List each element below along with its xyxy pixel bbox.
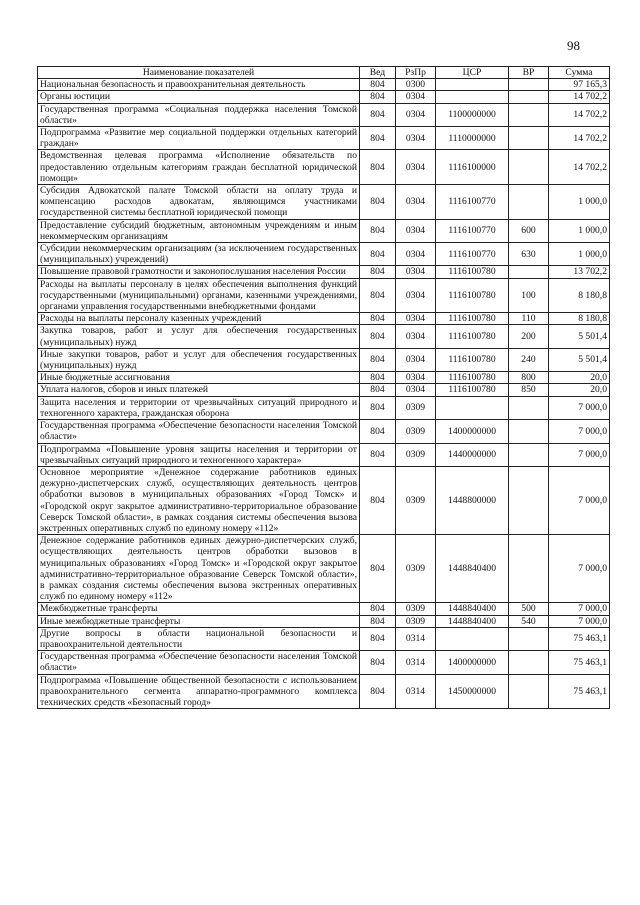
row-sum: 7 000,0	[549, 396, 610, 419]
row-csr: 1448840400	[436, 603, 509, 615]
row-csr: 1116100780	[436, 325, 509, 348]
table-row	[38, 443, 610, 466]
row-ved: 804	[360, 185, 396, 220]
table-row	[38, 535, 610, 603]
row-rzpr: 0304	[396, 243, 436, 266]
row-ved: 804	[360, 266, 396, 278]
row-vr: 850	[509, 384, 549, 396]
row-name: Расходы на выплаты персоналу казенных учреждений	[38, 313, 360, 325]
row-csr: 1116100000	[436, 150, 509, 185]
row-name: Основное мероприятие «Денежное содержание работников единых дежурно-диспетчерских служб, осуществляющих деятельность центров обработки вызовов в муниципальных образованиях «Город Томск» и «Городской округ закрытое административно-территориальное образование Северск Томской области», в рамках создания системы обеспечения вызова экстренных оперативных служб по единому номеру «112»	[38, 466, 360, 534]
row-csr: 1448800000	[436, 466, 509, 534]
row-vr	[509, 91, 549, 103]
row-rzpr: 0309	[396, 420, 436, 443]
row-ved: 804	[360, 313, 396, 325]
row-rzpr: 0309	[396, 443, 436, 466]
row-csr: 1116100780	[436, 266, 509, 278]
row-name: Государственная программа «Обеспечение безопасности населения Томской области»	[38, 651, 360, 674]
row-name: Предоставление субсидий бюджетным, автономным учреждениям и иным некоммерческим организациям	[38, 219, 360, 242]
row-name: Иные закупки товаров, работ и услуг для обеспечения государственных (муниципальных) нужд	[38, 348, 360, 371]
row-rzpr: 0309	[396, 396, 436, 419]
column-header-rzpr: РзПр	[396, 67, 436, 79]
row-csr: 1116100770	[436, 219, 509, 242]
row-sum: 7 000,0	[549, 535, 610, 603]
row-sum: 1 000,0	[549, 185, 610, 220]
row-ved: 804	[360, 372, 396, 384]
row-sum: 7 000,0	[549, 615, 610, 627]
column-header-ved: Вед	[360, 67, 396, 79]
row-csr: 1448840400	[436, 615, 509, 627]
row-ved: 804	[360, 443, 396, 466]
row-ved: 804	[360, 325, 396, 348]
row-csr: 1116100780	[436, 384, 509, 396]
row-sum: 1 000,0	[549, 219, 610, 242]
row-sum: 20,0	[549, 384, 610, 396]
row-vr	[509, 420, 549, 443]
row-sum: 8 180,8	[549, 313, 610, 325]
row-name: Национальная безопасность и правоохранительная деятельность	[38, 79, 360, 91]
row-vr: 100	[509, 278, 549, 313]
row-rzpr: 0304	[396, 384, 436, 396]
row-csr: 1116100780	[436, 372, 509, 384]
row-rzpr: 0304	[396, 91, 436, 103]
row-sum: 14 702,2	[549, 91, 610, 103]
row-csr	[436, 91, 509, 103]
row-rzpr: 0309	[396, 466, 436, 534]
row-sum: 14 702,2	[549, 127, 610, 150]
table-row	[38, 674, 610, 709]
row-sum: 8 180,8	[549, 278, 610, 313]
row-sum: 75 463,1	[549, 627, 610, 650]
table-row	[38, 313, 610, 325]
row-vr	[509, 466, 549, 534]
row-name: Расходы на выплаты персоналу в целях обеспечения выполнения функций государственными (муниципальными) органами, казенными учреждениями, органами управления государственными внебюджетными фондами	[38, 278, 360, 313]
table-row	[38, 603, 610, 615]
row-csr: 1400000000	[436, 651, 509, 674]
row-csr: 1110000000	[436, 127, 509, 150]
row-csr: 1116100770	[436, 243, 509, 266]
row-sum: 7 000,0	[549, 466, 610, 534]
row-vr	[509, 127, 549, 150]
table-row	[38, 651, 610, 674]
row-csr: 1440000000	[436, 443, 509, 466]
row-ved: 804	[360, 615, 396, 627]
row-name: Защита населения и территории от чрезвычайных ситуаций природного и техногенного характера, гражданская оборона	[38, 396, 360, 419]
row-vr: 600	[509, 219, 549, 242]
row-vr	[509, 627, 549, 650]
row-csr: 1116100770	[436, 185, 509, 220]
row-ved: 804	[360, 150, 396, 185]
table-row	[38, 372, 610, 384]
table-row	[38, 185, 610, 220]
row-ved: 804	[360, 348, 396, 371]
table-row	[38, 278, 610, 313]
row-ved: 804	[360, 535, 396, 603]
row-name: Подпрограмма «Повышение общественной безопасности с использованием правоохранительного сегмента аппаратно-программного комплекса технических средств «Безопасный город»	[38, 674, 360, 709]
row-csr: 1448840400	[436, 535, 509, 603]
row-vr	[509, 443, 549, 466]
row-name: Уплата налогов, сборов и иных платежей	[38, 384, 360, 396]
row-ved: 804	[360, 103, 396, 126]
row-sum: 5 501,4	[549, 325, 610, 348]
table-row	[38, 103, 610, 126]
page-number: 98	[567, 38, 580, 53]
row-vr	[509, 266, 549, 278]
row-csr	[436, 627, 509, 650]
row-name: Субсидии некоммерческим организациям (за исключением государственных (муниципальных) учреждений)	[38, 243, 360, 266]
row-sum: 75 463,1	[549, 674, 610, 709]
table-header-row	[38, 67, 610, 79]
row-ved: 804	[360, 219, 396, 242]
row-rzpr: 0304	[396, 185, 436, 220]
table-row	[38, 91, 610, 103]
table-row	[38, 615, 610, 627]
row-name: Ведомственная целевая программа «Исполнение обязательств по предоставлению отдельным категориям граждан бесплатной юридической помощи»	[38, 150, 360, 185]
row-name: Межбюджетные трансферты	[38, 603, 360, 615]
row-name: Повышение правовой грамотности и законопослушания населения России	[38, 266, 360, 278]
row-rzpr: 0304	[396, 313, 436, 325]
row-name: Другие вопросы в области национальной безопасности и правоохранительной деятельности	[38, 627, 360, 650]
row-sum: 7 000,0	[549, 420, 610, 443]
row-ved: 804	[360, 466, 396, 534]
row-rzpr: 0304	[396, 348, 436, 371]
row-vr	[509, 103, 549, 126]
row-csr: 1400000000	[436, 420, 509, 443]
row-rzpr: 0304	[396, 278, 436, 313]
row-sum: 1 000,0	[549, 243, 610, 266]
table-row	[38, 466, 610, 534]
row-rzpr: 0304	[396, 127, 436, 150]
table-row	[38, 384, 610, 396]
row-sum: 5 501,4	[549, 348, 610, 371]
row-rzpr: 0309	[396, 603, 436, 615]
row-vr	[509, 150, 549, 185]
row-name: Иные межбюджетные трансферты	[38, 615, 360, 627]
row-ved: 804	[360, 278, 396, 313]
budget-table	[37, 66, 610, 709]
row-vr	[509, 535, 549, 603]
column-header-vr: ВР	[509, 67, 549, 79]
row-ved: 804	[360, 627, 396, 650]
row-vr: 200	[509, 325, 549, 348]
row-rzpr: 0309	[396, 615, 436, 627]
row-name: Иные бюджетные ассигнования	[38, 372, 360, 384]
row-ved: 804	[360, 603, 396, 615]
column-header-csr: ЦСР	[436, 67, 509, 79]
row-ved: 804	[360, 127, 396, 150]
row-vr	[509, 651, 549, 674]
table-row	[38, 219, 610, 242]
table-row	[38, 243, 610, 266]
row-ved: 804	[360, 396, 396, 419]
table-row	[38, 266, 610, 278]
row-vr	[509, 185, 549, 220]
row-name: Закупка товаров, работ и услуг для обеспечения государственных (муниципальных) нужд	[38, 325, 360, 348]
row-rzpr: 0309	[396, 535, 436, 603]
row-rzpr: 0314	[396, 651, 436, 674]
row-sum: 20,0	[549, 372, 610, 384]
row-sum: 7 000,0	[549, 443, 610, 466]
row-vr	[509, 79, 549, 91]
row-ved: 804	[360, 420, 396, 443]
table-row	[38, 325, 610, 348]
table-row	[38, 79, 610, 91]
row-vr	[509, 396, 549, 419]
row-csr: 1116100780	[436, 278, 509, 313]
row-csr	[436, 79, 509, 91]
table-row	[38, 348, 610, 371]
row-rzpr: 0300	[396, 79, 436, 91]
row-sum: 14 702,2	[549, 150, 610, 185]
row-name: Подпрограмма «Повышение уровня защиты населения и территории от чрезвычайных ситуаций природного и техногенного характера»	[38, 443, 360, 466]
row-csr: 1450000000	[436, 674, 509, 709]
row-name: Субсидия Адвокатской палате Томской области на оплату труда и компенсацию расходов адвокатам, являющимся участниками государственной системы бесплатной юридической помощи	[38, 185, 360, 220]
row-rzpr: 0304	[396, 266, 436, 278]
row-rzpr: 0304	[396, 150, 436, 185]
row-ved: 804	[360, 651, 396, 674]
row-vr: 240	[509, 348, 549, 371]
row-sum: 14 702,2	[549, 103, 610, 126]
row-ved: 804	[360, 91, 396, 103]
row-csr	[436, 396, 509, 419]
row-rzpr: 0304	[396, 325, 436, 348]
row-name: Государственная программа «Социальная поддержка населения Томской области»	[38, 103, 360, 126]
row-vr	[509, 674, 549, 709]
row-rzpr: 0304	[396, 372, 436, 384]
row-sum: 97 165,3	[549, 79, 610, 91]
row-name: Денежное содержание работников единых дежурно-диспетчерских служб, осуществляющих деятельность центров обработки вызовов в муниципальных образованиях «Город Томск» и «Городской округ закрытое административно-территориальное образование Северск Томской области», в рамках создания системы обеспечения вызова экстренных оперативных служб по единому номеру «112»	[38, 535, 360, 603]
row-vr: 500	[509, 603, 549, 615]
column-header-sum: Сумма	[549, 67, 610, 79]
row-name: Государственная программа «Обеспечение безопасности населения Томской области»	[38, 420, 360, 443]
row-rzpr: 0314	[396, 627, 436, 650]
row-rzpr: 0314	[396, 674, 436, 709]
row-csr: 1116100780	[436, 313, 509, 325]
row-ved: 804	[360, 243, 396, 266]
row-sum: 75 463,1	[549, 651, 610, 674]
row-vr: 540	[509, 615, 549, 627]
row-sum: 13 702,2	[549, 266, 610, 278]
row-rzpr: 0304	[396, 103, 436, 126]
row-ved: 804	[360, 674, 396, 709]
row-name: Органы юстиции	[38, 91, 360, 103]
table-body	[38, 79, 610, 709]
table-row	[38, 627, 610, 650]
row-vr: 110	[509, 313, 549, 325]
row-vr: 800	[509, 372, 549, 384]
row-name: Подпрограмма «Развитие мер социальной поддержки отдельных категорий граждан»	[38, 127, 360, 150]
row-csr: 1100000000	[436, 103, 509, 126]
table-row	[38, 150, 610, 185]
column-header-name: Наименование показателей	[38, 67, 360, 79]
row-ved: 804	[360, 79, 396, 91]
table-row	[38, 127, 610, 150]
row-vr: 630	[509, 243, 549, 266]
row-csr: 1116100780	[436, 348, 509, 371]
row-sum: 7 000,0	[549, 603, 610, 615]
row-ved: 804	[360, 384, 396, 396]
row-rzpr: 0304	[396, 219, 436, 242]
table-row	[38, 420, 610, 443]
table-row	[38, 396, 610, 419]
